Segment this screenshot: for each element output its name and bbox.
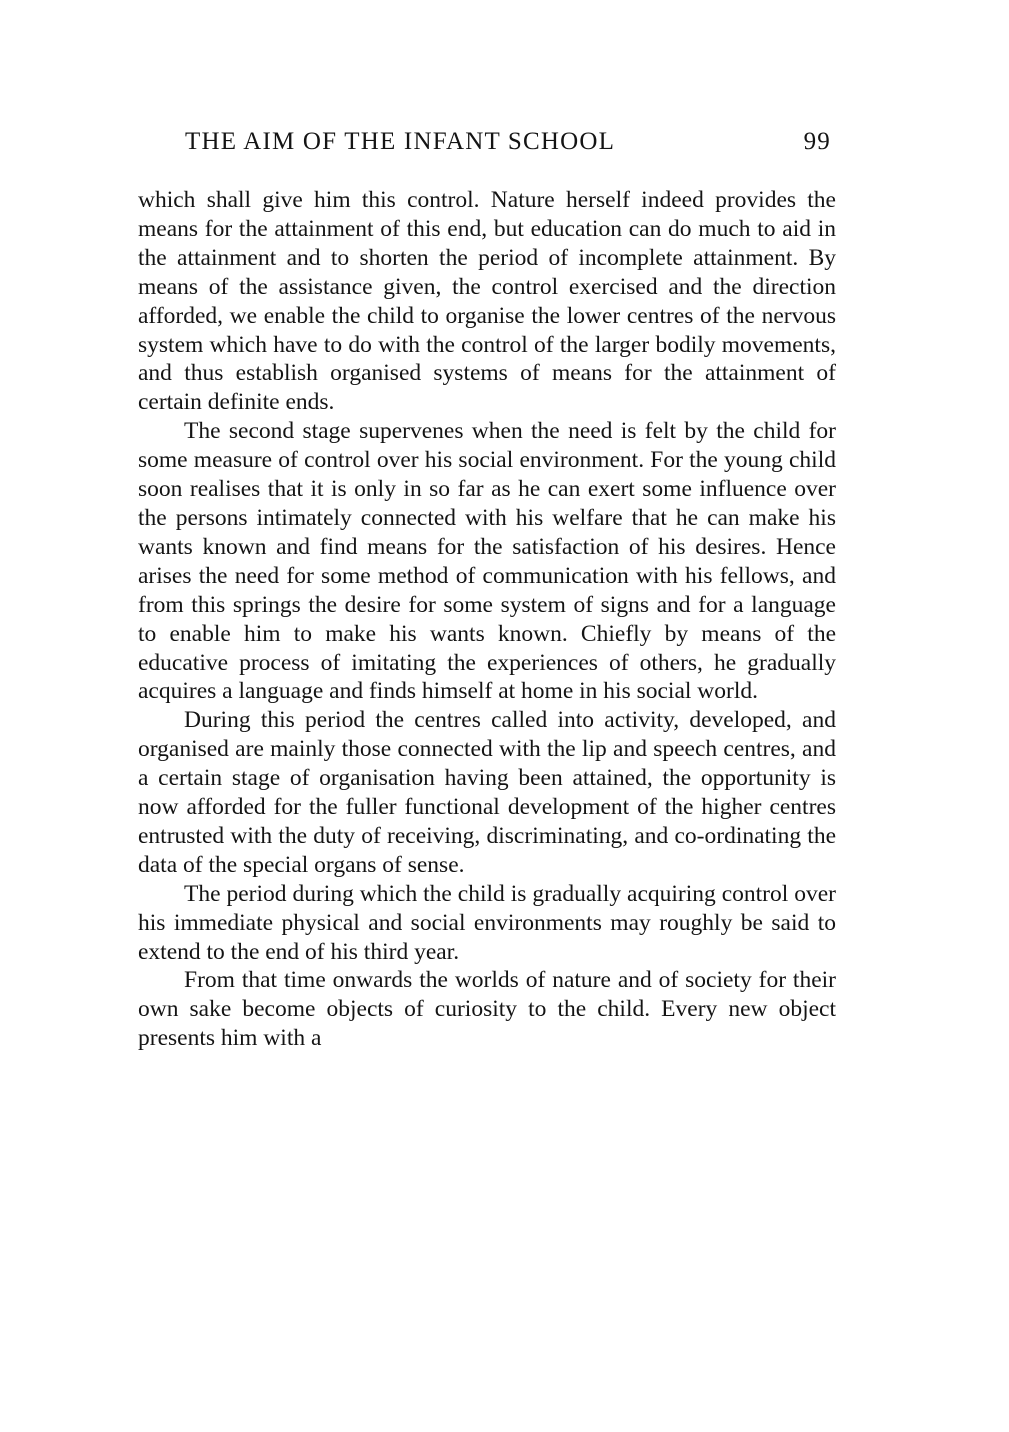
paragraph-centres: During this period the centres called into activity, developed, and organised are mainly those connected with the lip and speech centres, and a certain stage of organisation having been attained, the opportunity is now afforded for the fuller functional development of the higher centres entrusted with the duty of receiving, discriminating, and co-ordinating the data of the special organs of sense. (138, 707, 836, 878)
page-number: 99 (803, 128, 831, 155)
paragraph-period: The period during which the child is gradually acquiring control over his immediate physical and social environments may roughly be said to extend to the end of his third year. (138, 880, 836, 965)
paragraph-second-stage: The second stage supervenes when the need is felt by the child for some measure of control over his social environment. For the young child soon realises that it is only in so far as he can exert some influence over the persons intimately connected with his welfare that he can make his wants known and find means for the satisfaction of his desires. Hence arises the need for some method of communication with his fellows, and from this springs the desire for some system of signs and for a language to enable him to make his wants known. Chiefly by means of the educative process of imitating the experiences of others, he gradually acquires a language and finds himself at home in his social world. (138, 418, 836, 705)
running-head (185, 128, 845, 164)
paragraph-continued: which shall give him this control. Nature herself indeed provides the means for the attainment of this end, but education can do much to aid in the attainment and to shorten the period of incomplete attainment. By means of the assistance given, the control exercised and the direction afforded, we enable the child to organise the lower centres of the nervous system which have to do with the control of the larger bodily movements, and thus establish organised systems of means for the attainment of certain definite ends. (138, 187, 836, 416)
paragraph-onwards: From that time onwards the worlds of nature and of society for their own sake become objects of curiosity to the child. Every new object presents him with a (138, 967, 836, 1052)
body-text (138, 186, 836, 1053)
page-title: THE AIM OF THE INFANT SCHOOL (185, 128, 616, 155)
